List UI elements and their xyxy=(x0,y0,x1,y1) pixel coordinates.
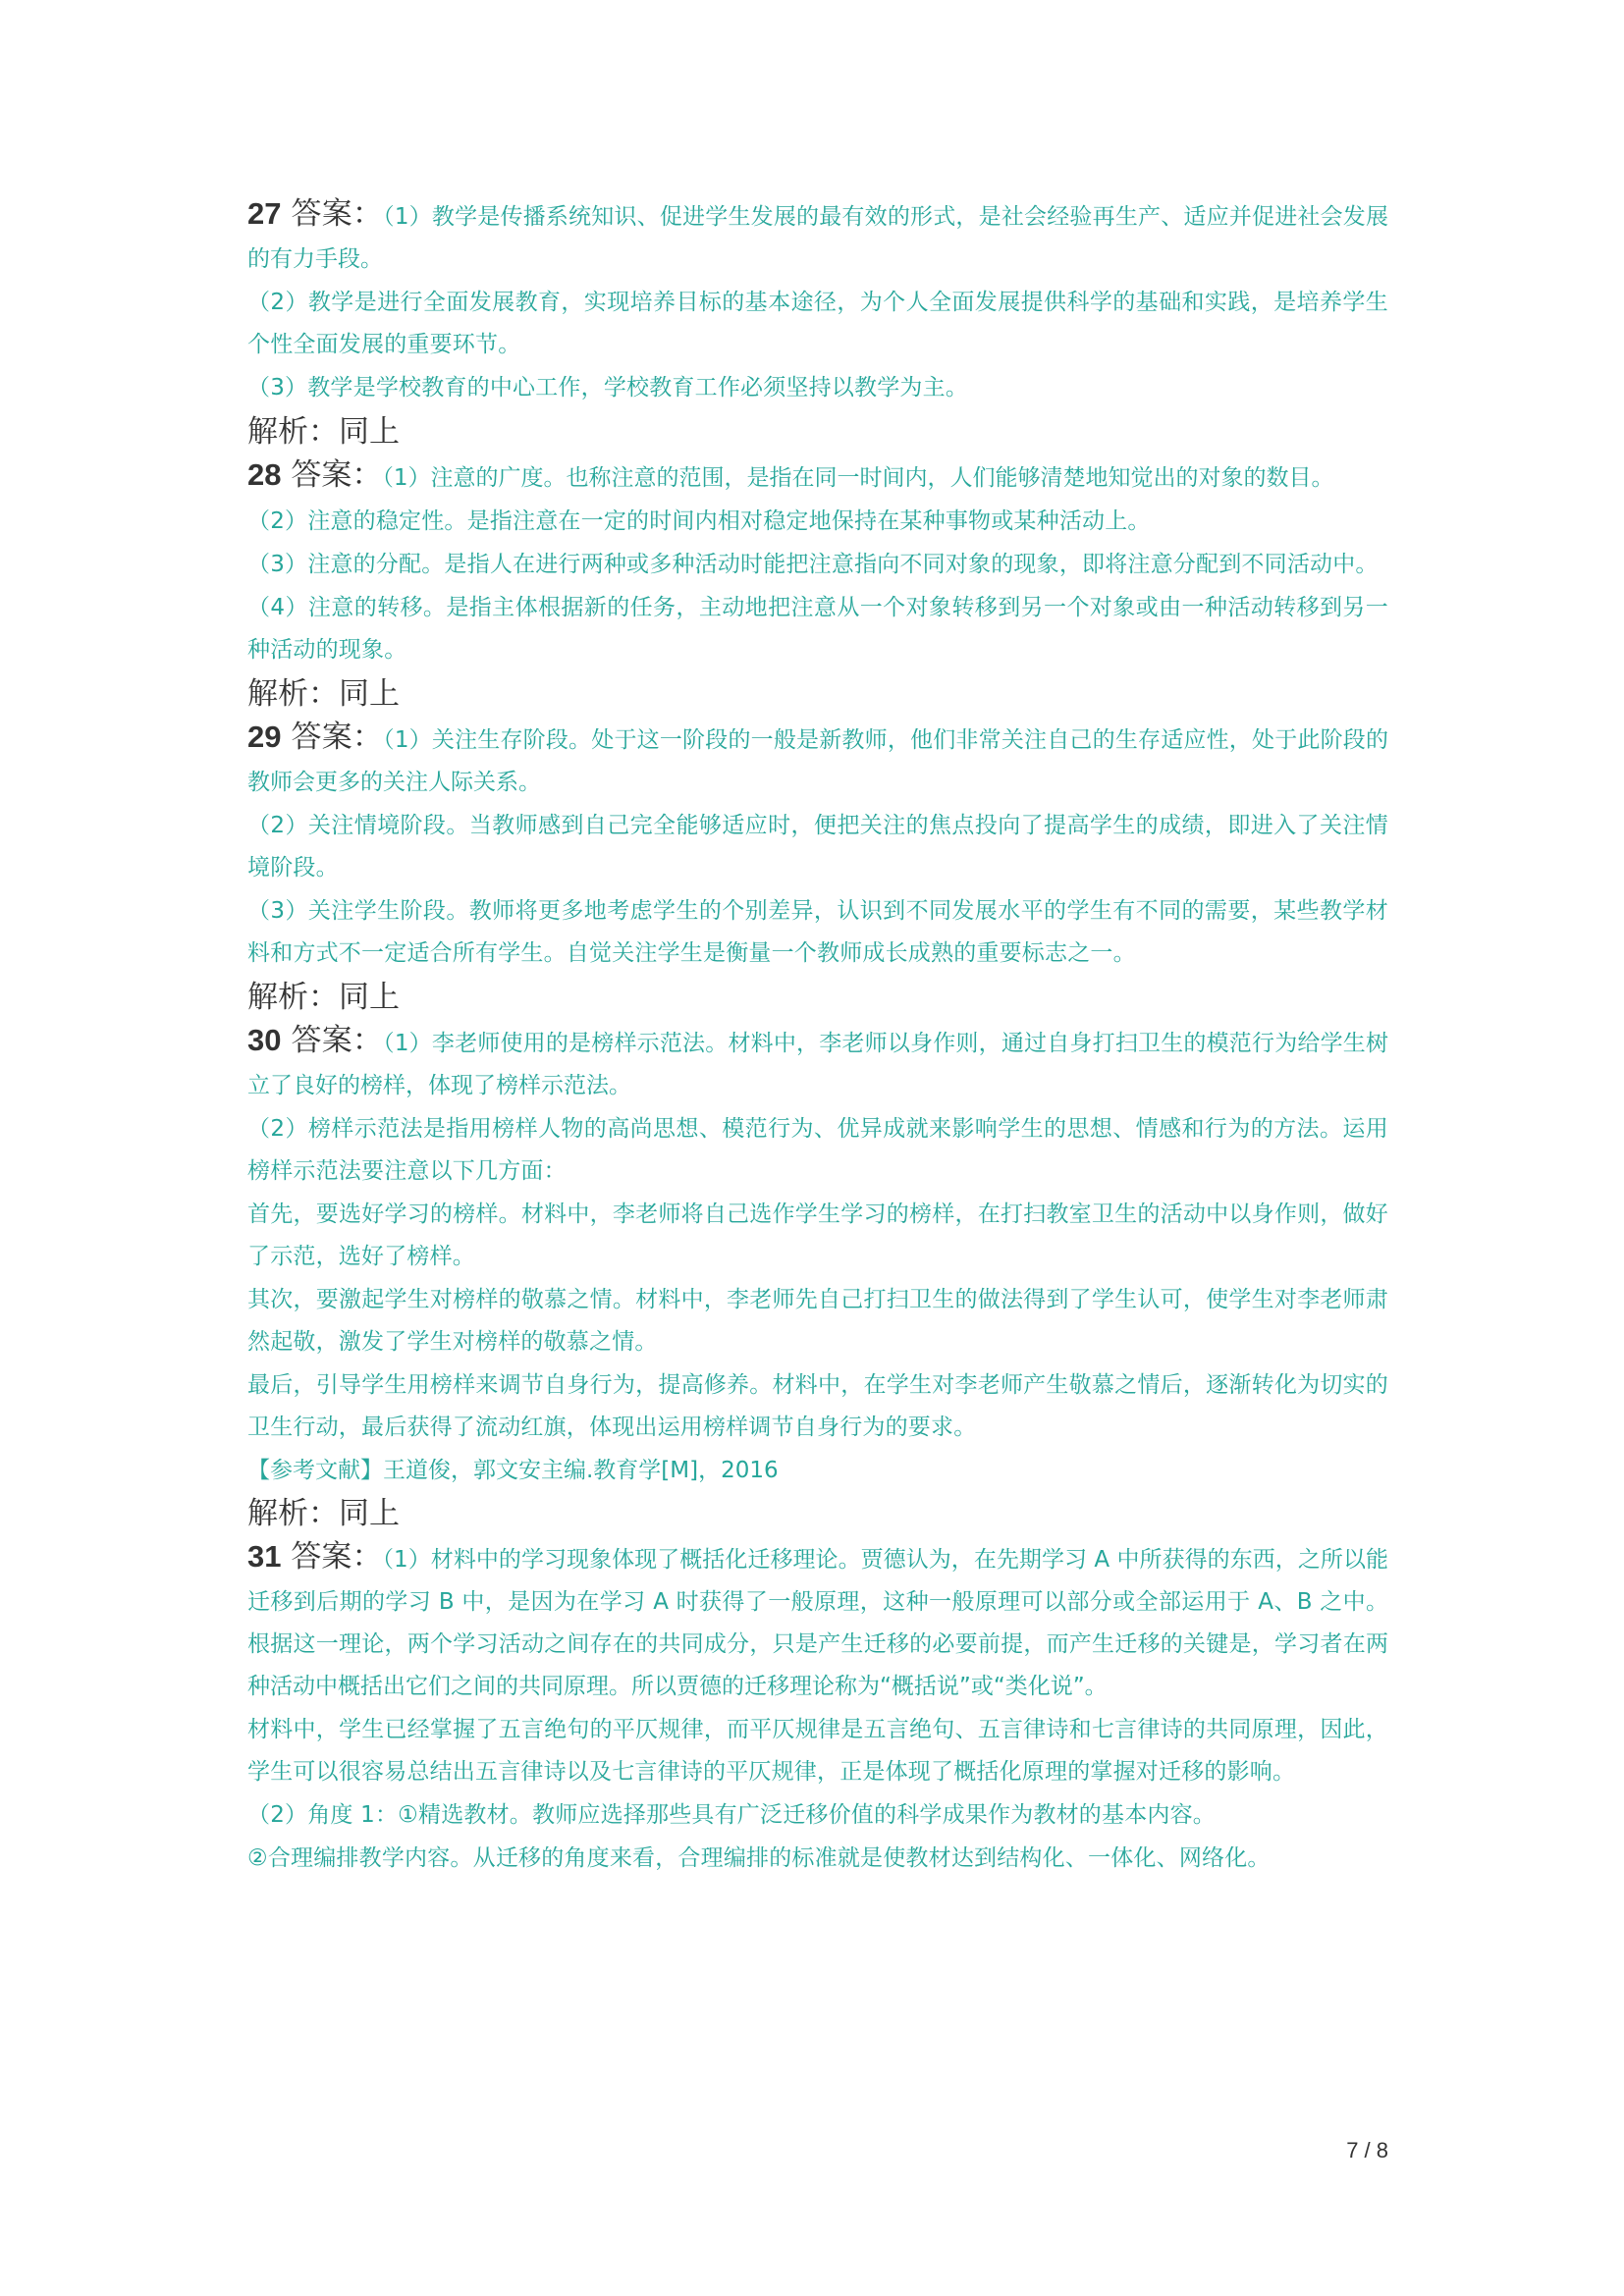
answer-paragraph: 首先，要选好学习的榜样。材料中，李老师将自己选作学生学习的榜样，在打扫教室卫生的活动中以身作则，做好了示范，选好了榜样。 xyxy=(247,1201,1388,1269)
analysis-line: 解析：同上 xyxy=(247,414,400,450)
answer-paragraph: （1）关注生存阶段。处于这一阶段的一般是新教师，他们非常关注自己的生存适应性，处于此阶段的教师会更多的关注人际关系。 xyxy=(247,727,1388,795)
answer-paragraph: （1）教学是传播系统知识、促进学生发展的最有效的形式，是社会经验再生产、适应并促进社会发展的有力手段。 xyxy=(247,204,1388,272)
question-29 xyxy=(247,716,1388,1019)
question-number: 29 xyxy=(247,720,282,754)
question-number: 27 xyxy=(247,196,282,231)
question-27 xyxy=(247,192,1388,454)
answer-paragraph: （2）教学是进行全面发展教育，实现培养目标的基本途径，为个人全面发展提供科学的基础和实践，是培养学生个性全面发展的重要环节。 xyxy=(247,290,1388,357)
analysis-line: 解析：同上 xyxy=(247,676,400,712)
answer-sheet xyxy=(247,192,1388,1881)
question-28 xyxy=(247,454,1388,716)
answer-first-line xyxy=(247,454,1388,500)
reference-line: 【参考文献】王道俊，郭文安主编.教育学[M]，2016 xyxy=(247,1458,779,1483)
answer-paragraph: （2）角度 1：①精选教材。教师应选择那些具有广泛迁移价值的科学成果作为教材的基本内容。 xyxy=(247,1802,1216,1828)
answer-paragraph: （3）关注学生阶段。教师将更多地考虑学生的个别差异，认识到不同发展水平的学生有不同的需要，某些教学材料和方式不一定适合所有学生。自觉关注学生是衡量一个教师成长成熟的重要标志之一。 xyxy=(247,898,1388,966)
question-30 xyxy=(247,1019,1388,1535)
answer-paragraph: （1）李老师使用的是榜样示范法。材料中，李老师以身作则，通过自身打扫卫生的模范行为给学生树立了良好的榜样，体现了榜样示范法。 xyxy=(247,1031,1388,1098)
question-number: 31 xyxy=(247,1539,282,1574)
answer-paragraph: ②合理编排教学内容。从迁移的角度来看，合理编排的标准就是使教材达到结构化、一体化、网络化。 xyxy=(247,1845,1271,1871)
analysis-line: 解析：同上 xyxy=(247,1496,400,1531)
answer-paragraph: 最后，引导学生用榜样来调节自身行为，提高修养。材料中，在学生对李老师产生敬慕之情后，逐渐转化为切实的卫生行动，最后获得了流动红旗，体现出运用榜样调节自身行为的要求。 xyxy=(247,1372,1388,1440)
answer-paragraph: （3）注意的分配。是指人在进行两种或多种活动时能把注意指向不同对象的现象，即将注意分配到不同活动中。 xyxy=(247,552,1379,577)
answer-paragraph: （2）注意的稳定性。是指注意在一定的时间内相对稳定地保持在某种事物或某种活动上。 xyxy=(247,508,1151,534)
answer-first-line xyxy=(247,1535,1388,1708)
answer-label: 答案： xyxy=(281,196,384,232)
answer-paragraph: （1）材料中的学习现象体现了概括化迁移理论。贾德认为，在先期学习 A 中所获得的东西，之所以能迁移到后期的学习 B 中，是因为在学习 A 时获得了一般原理，这种一般原理可以部分或全部运用于 A、B 之中。根据这一理论，两个学习活动之间存在的共同成分，只是产生迁移的必要前提，而产生迁移的关键是，学习者在两种活动中概括出它们之间的共同原理。所以贾德的迁移理论称为“概括说”或“类化说”。 xyxy=(247,1547,1388,1699)
answer-paragraph: （2）关注情境阶段。当教师感到自己完全能够适应时，便把关注的焦点投向了提高学生的成绩，即进入了关注情境阶段。 xyxy=(247,813,1388,881)
answer-label: 答案： xyxy=(281,457,383,493)
answer-paragraph: （2）榜样示范法是指用榜样人物的高尚思想、模范行为、优异成就来影响学生的思想、情感和行为的方法。运用榜样示范法要注意以下几方面： xyxy=(247,1116,1388,1184)
answer-label: 答案： xyxy=(281,1539,383,1575)
answer-paragraph: 材料中，学生已经掌握了五言绝句的平仄规律，而平仄规律是五言绝句、五言律诗和七言律诗的共同原理，因此，学生可以很容易总结出五言律诗以及七言律诗的平仄规律，正是体现了概括化原理的掌握对迁移的影响。 xyxy=(247,1717,1388,1785)
answer-label: 答案： xyxy=(281,720,384,755)
answer-label: 答案： xyxy=(281,1023,384,1058)
answer-paragraph: （3）教学是学校教育的中心工作，学校教育工作必须坚持以教学为主。 xyxy=(247,375,969,400)
question-31 xyxy=(247,1535,1388,1880)
answer-first-line xyxy=(247,1019,1388,1107)
answer-paragraph: 其次，要激起学生对榜样的敬慕之情。材料中，李老师先自己打扫卫生的做法得到了学生认可，使学生对李老师肃然起敬，激发了学生对榜样的敬慕之情。 xyxy=(247,1287,1388,1355)
answer-paragraph: （4）注意的转移。是指主体根据新的任务，主动地把注意从一个对象转移到另一个对象或由一种活动转移到另一种活动的现象。 xyxy=(247,595,1388,663)
question-number: 28 xyxy=(247,457,282,492)
answer-first-line xyxy=(247,192,1388,281)
answer-first-line xyxy=(247,716,1388,804)
analysis-line: 解析：同上 xyxy=(247,980,400,1015)
answer-paragraph: （1）注意的广度。也称注意的范围，是指在同一时间内，人们能够清楚地知觉出的对象的数目。 xyxy=(382,465,1334,491)
question-number: 30 xyxy=(247,1023,282,1057)
page-number: 7 / 8 xyxy=(1346,2138,1388,2163)
